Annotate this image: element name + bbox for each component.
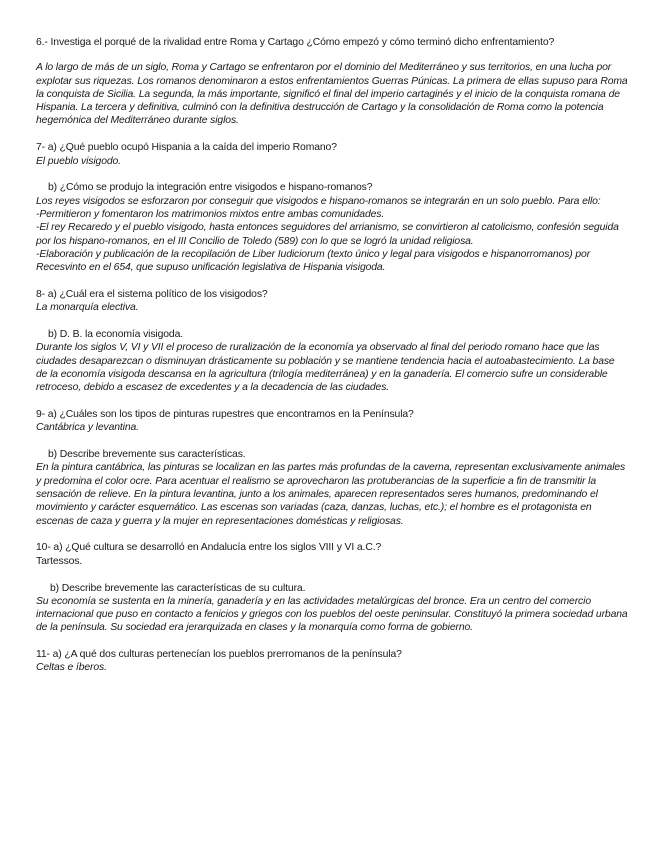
answer-7b-item-1: -Permitieron y fomentaron los matrimonios mixtos entre ambas comunidades.	[36, 208, 385, 220]
answer-6: A lo largo de más de un siglo, Roma y Cartago se enfrentaron por el dominio del Mediterráneo y sus territorios, en una lucha por explotar sus riquezas. Los romanos denominaron a estos enfrentamientos Guerras Púnicas. La primera de ellas supuso para Roma la conquista de Sicilia. La segunda, la más importante, significó el final del imperio cartaginés y el inicio de la conquista romana de Hispania. La tercera y definitiva, culminó con la definitiva destrucción de Cartago y la consolidación de Roma como la potencia hegemónica del Mediterráneo durante siglos.	[36, 62, 628, 127]
answer-8a: La monarquía electiva.	[36, 302, 139, 314]
answer-9a: Cantábrica y levantina.	[36, 422, 139, 434]
answer-7b-item-3: -Elaboración y publicación de la recopilación de Liber Iudiciorum (texto único y legal para visigodos e hispanorromanos) por Recesvinto en el 654, que supuso unificación legislativa de Hispania visigoda.	[36, 248, 591, 274]
document-page	[36, 36, 628, 675]
answer-7a: El pueblo visigodo.	[36, 155, 121, 167]
answer-8b: Durante los siglos V, VI y VII el proceso de ruralización de la economía ya observado al final del periodo romano hace que las ciudades desaparezcan o disminuyan drásticamente su población y se mantiene tendencia hacia el autoabastecimiento. La base de la economía visigoda descansa en la agricultura (trilogía mediterránea) y en la ganadería. El comercio sufre un considerable retroceso, debido a escasez de excedentes y a la decadencia de las ciudades.	[36, 342, 615, 394]
question-7a: 7- a) ¿Qué pueblo ocupó Hispania a la caída del imperio Romano?	[36, 142, 337, 154]
question-9a: 9- a) ¿Cuáles son los tipos de pinturas rupestres que encontramos en la Península?	[36, 409, 414, 421]
question-10a: 10- a) ¿Qué cultura se desarrolló en Andalucía entre los siglos VIII y VI a.C.?	[36, 542, 382, 554]
answer-7b-item-2: -El rey Recaredo y el pueblo visigodo, hasta entonces seguidores del arrianismo, se convirtieron al catolicismo, confesión seguida por los hispano-romanos, en el III Concilio de Toledo (589) con lo que se logró la unidad religiosa.	[36, 222, 619, 247]
answer-11a: Celtas e íberos.	[36, 662, 107, 674]
answer-9b: En la pintura cantábrica, las pinturas se localizan en las partes más profundas de la caverna, representan exclusivamente animales y predomina el color ocre. Para acentuar el realismo se aprovecharon las protuberancias de la superficie a fin de transmitir la sensación de relieve. En la pintura levantina, junto a los animales, aparecen representados seres humanos, predominando el movimiento y carácter esquemático. Las escenas son variadas (caza, danzas, luchas, etc.); el hombre es el protagonista en escenas de caza y guerra y la mujer en representaciones domésticas y religiosas.	[36, 462, 626, 527]
answer-10b: Su economía se sustenta en la minería, ganadería y en las actividades metalúrgicas del bronce. Era un centro del comercio internacional que puso en contacto a fenicios y griegos con los pueblos del oeste peninsular. Constituyó la primera sociedad urbana de la península. Su sociedad era jerarquizada en clases y la monarquía como forma de gobierno.	[36, 595, 628, 634]
answer-7b-intro: Los reyes visigodos se esforzaron por conseguir que visigodos e hispano-romanos se integrarán en un solo pueblo. Para ello:	[36, 195, 601, 207]
question-8a: 8- a) ¿Cuál era el sistema político de los visigodos?	[36, 288, 268, 300]
question-7b: b) ¿Cómo se produjo la integración entre visigodos e hispano-romanos?	[48, 182, 373, 194]
answer-10a: Tartessos.	[36, 555, 83, 567]
question-11a: 11- a) ¿A qué dos culturas pertenecían los pueblos prerromanos de la península?	[36, 649, 402, 661]
question-10b: b) Describe brevemente las características de su cultura.	[50, 582, 306, 594]
question-6: 6.- Investiga el porqué de la rivalidad entre Roma y Cartago ¿Cómo empezó y cómo terminó dicho enfrentamiento?	[36, 37, 555, 48]
question-9b: b) Describe brevemente sus características.	[48, 449, 246, 461]
question-8b: b) D. B. la economía visigoda.	[48, 329, 184, 341]
